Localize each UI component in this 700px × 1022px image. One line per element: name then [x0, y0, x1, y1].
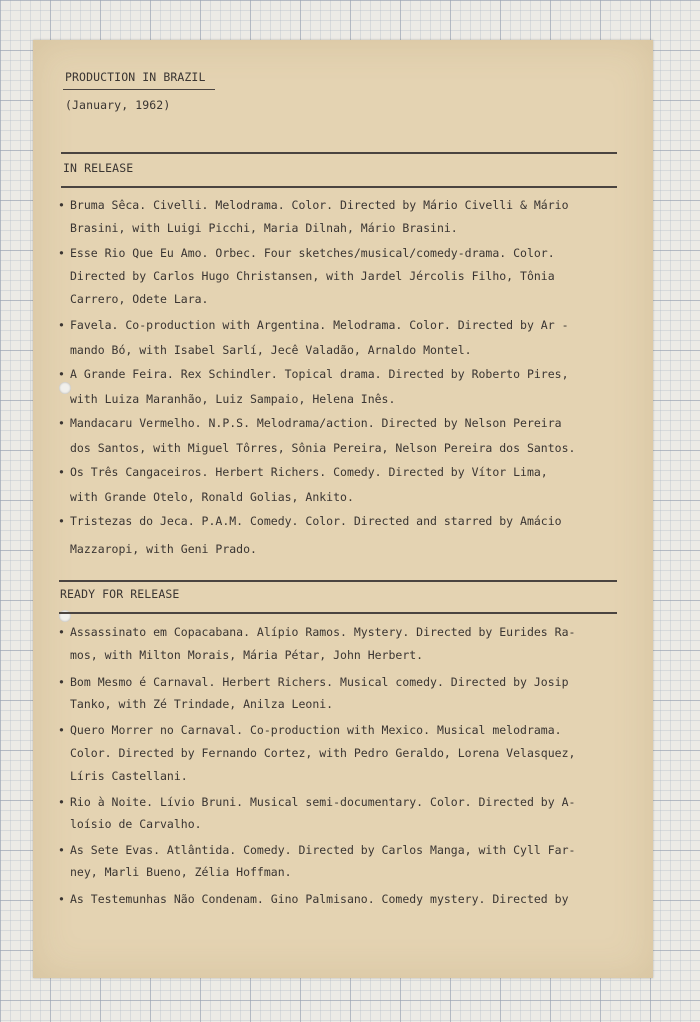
entry-first-line [58, 416, 628, 441]
entry-text: mando Bó, with Isabel Sarlí, Jecê Valadão, Arnaldo Montel. [70, 343, 472, 357]
list-item [58, 198, 628, 244]
list-item [58, 843, 628, 887]
entry-text: Bom Mesmo é Carnaval. Herbert Richers. Musical comedy. Directed by Josip [70, 675, 569, 689]
list-item [58, 465, 628, 515]
entry-continuation-line [58, 343, 628, 368]
entry-text: Directed by Carlos Hugo Christansen, with Jardel Jércolis Filho, Tônia [70, 269, 555, 283]
entry-text: As Testemunhas Não Condenam. Gino Palmisano. Comedy mystery. Directed by [70, 892, 569, 906]
bullet: • [58, 675, 65, 689]
entry-continuation-line [58, 648, 628, 671]
entry-text: As Sete Evas. Atlântida. Comedy. Directed by Carlos Manga, with Cyll Far- [70, 843, 576, 857]
entry-continuation-line [58, 392, 628, 417]
entry-continuation-line [58, 697, 628, 719]
bullet: • [58, 198, 65, 212]
bullet: • [58, 416, 65, 430]
entry-text: dos Santos, with Miguel Tôrres, Sônia Pereira, Nelson Pereira dos Santos. [70, 441, 576, 455]
paper-sheet [33, 40, 653, 978]
section-rule [61, 152, 617, 154]
entry-text: Assassinato em Copacabana. Alípio Ramos. Mystery. Directed by Eurides Ra- [70, 625, 576, 639]
entry-continuation-line [58, 542, 628, 570]
entry-text: Color. Directed by Fernando Cortez, with Pedro Geraldo, Lorena Velasquez, [70, 746, 576, 760]
bullet: • [58, 843, 65, 857]
entry-text: Mazzaropi, with Geni Prado. [70, 542, 257, 556]
entry-text: Os Três Cangaceiros. Herbert Richers. Comedy. Directed by Vítor Lima, [70, 465, 548, 479]
list-item [58, 723, 628, 792]
entry-text: ney, Marli Bueno, Zélia Hoffman. [70, 865, 292, 879]
list-item [58, 246, 628, 315]
entry-text: mos, with Milton Morais, Mária Pétar, John Herbert. [70, 648, 424, 662]
document-date: (January, 1962) [65, 98, 171, 112]
list-item [58, 625, 628, 671]
document-title: PRODUCTION IN BRAZIL [65, 70, 206, 84]
section-rule [61, 186, 617, 188]
list-item [58, 675, 628, 719]
list-item [58, 318, 628, 368]
entry-text: Quero Morrer no Carnaval. Co-production with Mexico. Musical melodrama. [70, 723, 562, 737]
list-item [58, 514, 628, 570]
bullet: • [58, 723, 65, 737]
entry-continuation-line [58, 221, 628, 244]
entry-continuation-line [58, 269, 628, 292]
entry-first-line [58, 318, 628, 343]
entry-text: Líris Castellani. [70, 769, 188, 783]
entry-text: Bruma Sêca. Civelli. Melodrama. Color. Directed by Mário Civelli & Mário [70, 198, 569, 212]
entry-text: Esse Rio Que Eu Amo. Orbec. Four sketches/musical/comedy-drama. Color. [70, 246, 555, 260]
list-item [58, 892, 628, 914]
bullet: • [58, 318, 65, 332]
list-item [58, 795, 628, 839]
entry-first-line [58, 892, 628, 914]
entry-text: Mandacaru Vermelho. N.P.S. Melodrama/action. Directed by Nelson Pereira [70, 416, 562, 430]
entry-text: Brasini, with Luigi Picchi, Maria Dilnah, Mário Brasini. [70, 221, 458, 235]
entry-text: Tristezas do Jeca. P.A.M. Comedy. Color. Directed and starred by Amácio [70, 514, 562, 528]
section-heading-in-release: IN RELEASE [63, 161, 134, 175]
section-heading-ready-for-release: READY FOR RELEASE [60, 587, 180, 601]
entry-first-line [58, 675, 628, 697]
bullet: • [58, 795, 65, 809]
bullet: • [58, 246, 65, 260]
entry-text: Tanko, with Zé Trindade, Anilza Leoni. [70, 697, 334, 711]
entry-continuation-line [58, 865, 628, 887]
entry-continuation-line [58, 817, 628, 839]
entry-first-line [58, 367, 628, 392]
bullet: • [58, 367, 65, 381]
entry-text: A Grande Feira. Rex Schindler. Topical drama. Directed by Roberto Pires, [70, 367, 569, 381]
section-rule [59, 580, 617, 582]
entry-first-line [58, 795, 628, 817]
section-rule [59, 612, 617, 614]
entry-text: with Grande Otelo, Ronald Golias, Ankito. [70, 490, 354, 504]
entry-text: loísio de Carvalho. [70, 817, 202, 831]
entry-first-line [58, 723, 628, 746]
entry-first-line [58, 198, 628, 221]
entry-continuation-line [58, 292, 628, 315]
entry-continuation-line [58, 746, 628, 769]
bullet: • [58, 892, 65, 906]
entry-first-line [58, 514, 628, 542]
bullet: • [58, 465, 65, 479]
entry-first-line [58, 465, 628, 490]
bullet: • [58, 625, 65, 639]
entry-first-line [58, 843, 628, 865]
entry-text: Favela. Co-production with Argentina. Melodrama. Color. Directed by Ar - [70, 318, 569, 332]
bullet: • [58, 514, 65, 528]
entry-continuation-line [58, 441, 628, 466]
entry-first-line [58, 246, 628, 269]
entry-text: Carrero, Odete Lara. [70, 292, 209, 306]
entry-text: with Luiza Maranhão, Luiz Sampaio, Helena Inês. [70, 392, 396, 406]
entry-first-line [58, 625, 628, 648]
title-underline [63, 89, 215, 90]
list-item [58, 416, 628, 466]
entry-continuation-line [58, 490, 628, 515]
entry-continuation-line [58, 769, 628, 792]
entry-text: Rio à Noite. Lívio Bruni. Musical semi-documentary. Color. Directed by A- [70, 795, 576, 809]
list-item [58, 367, 628, 417]
